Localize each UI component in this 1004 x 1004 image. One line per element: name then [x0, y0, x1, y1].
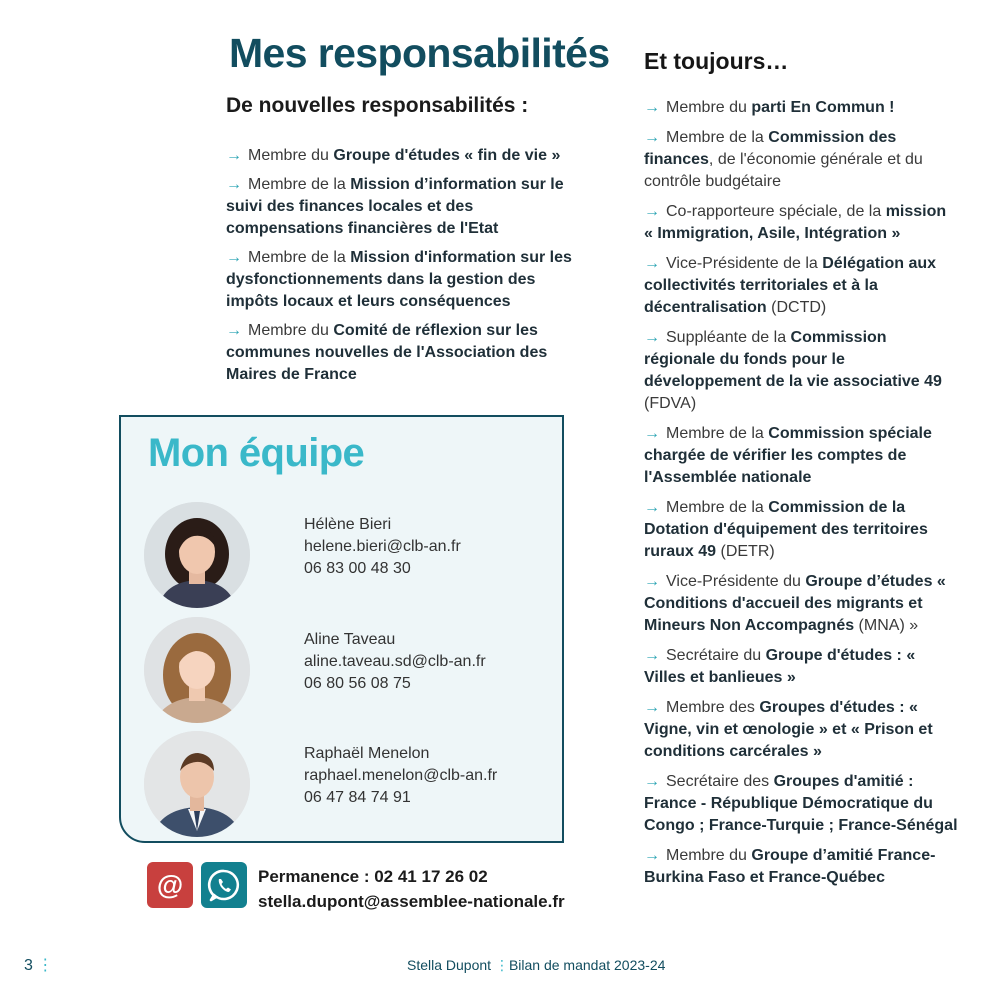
footer: Stella Dupont ⋮Bilan de mandat 2023-24: [407, 957, 666, 973]
arrow-icon: →: [644, 499, 660, 516]
contact-email[interactable]: stella.dupont@assemblee-nationale.fr: [258, 892, 565, 911]
avatar: [144, 617, 250, 723]
page-title: Mes responsabilités: [229, 30, 610, 76]
list-item: → Secrétaire des Groupes d'amitié : France - République Démocratique du Congo ; France-Turquie ; France-Sénégal: [644, 773, 958, 834]
list-item: → Membre des Groupes d'études : « Vigne, vin et œnologie » et « Prison et conditions carcérales »: [644, 699, 933, 760]
member-email[interactable]: raphael.menelon@clb-an.fr: [304, 767, 498, 784]
member-phone: 06 47 84 74 91: [304, 789, 411, 806]
team-member: [144, 731, 544, 839]
member-phone: 06 83 00 48 30: [304, 560, 411, 577]
right-column-title: Et toujours…: [644, 48, 789, 74]
arrow-icon: →: [226, 176, 242, 193]
list-item: → Membre de la Commission de la Dotation d'équipement des territoires ruraux 49 (DETR): [644, 499, 928, 560]
arrow-icon: →: [226, 322, 242, 339]
member-name: Aline Taveau: [304, 631, 396, 648]
list-item: → Membre de la Commission spéciale chargée de vérifier les comptes de l'Assemblée nationale: [644, 425, 932, 486]
arrow-icon: →: [644, 647, 660, 664]
list-item: → Co-rapporteure spéciale, de la mission « Immigration, Asile, Intégration »: [644, 203, 947, 242]
section-subtitle: De nouvelles responsabilités :: [226, 94, 529, 117]
arrow-icon: →: [644, 329, 660, 346]
team-title: Mon équipe: [148, 431, 365, 475]
member-email[interactable]: aline.taveau.sd@clb-an.fr: [304, 653, 486, 670]
list-item: → Membre du Groupe d'études « fin de vie »: [226, 147, 561, 164]
avatar: [144, 731, 250, 837]
list-item: → Membre de la Commission des finances, de l'économie générale et du contrôle budgétaire: [644, 129, 923, 190]
responsibilities-list: [226, 145, 576, 393]
whatsapp-icon[interactable]: [201, 862, 247, 908]
list-item: → Membre de la Mission d’information sur le suivi des finances locales et des compensations financières de l'Etat: [226, 176, 564, 237]
list-item: → Vice-Présidente du Groupe d’études « Conditions d'accueil des migrants et Mineurs Non Accompagnés (MNA) »: [644, 573, 946, 634]
team-member: [144, 617, 544, 725]
arrow-icon: →: [644, 99, 660, 116]
page-number: 3 ⋮: [24, 957, 54, 974]
list-item: → Secrétaire du Groupe d'études : « Villes et banlieues »: [644, 647, 916, 686]
member-email[interactable]: helene.bieri@clb-an.fr: [304, 538, 461, 555]
list-item: → Membre du parti En Commun !: [644, 99, 895, 116]
arrow-icon: →: [226, 249, 242, 266]
arrow-icon: →: [644, 255, 660, 272]
footer-doc: Bilan de mandat 2023-24: [508, 957, 666, 973]
arrow-icon: →: [644, 573, 660, 590]
at-icon[interactable]: @: [147, 862, 193, 908]
team-panel: [119, 415, 564, 843]
member-name: Hélène Bieri: [304, 516, 392, 533]
arrow-icon: →: [644, 773, 660, 790]
team-member: [144, 502, 544, 610]
list-item: → Membre du Groupe d’amitié France-Burkina Faso et France-Québec: [644, 847, 936, 886]
member-phone: 06 80 56 08 75: [304, 675, 411, 692]
other-roles-list: [644, 97, 959, 897]
permanence-phone: Permanence : 02 41 17 26 02: [258, 867, 488, 886]
arrow-icon: →: [644, 847, 660, 864]
list-item: → Membre de la Mission d'information sur les dysfonctionnements dans la gestion des impôts locaux et leurs conséquences: [226, 249, 572, 310]
arrow-icon: →: [644, 425, 660, 442]
avatar: [144, 502, 250, 608]
member-name: Raphaël Menelon: [304, 745, 430, 762]
list-item: → Membre du Comité de réflexion sur les communes nouvelles de l'Association des Maires de France: [226, 322, 548, 383]
arrow-icon: →: [644, 699, 660, 716]
list-item: → Vice-Présidente de la Délégation aux collectivités territoriales et à la décentralisation (DCTD): [644, 255, 937, 316]
list-item: → Suppléante de la Commission régionale du fonds pour le développement de la vie associative 49 (FDVA): [644, 329, 942, 412]
arrow-icon: →: [644, 129, 660, 146]
arrow-icon: →: [644, 203, 660, 220]
arrow-icon: →: [226, 147, 242, 164]
footer-author: Stella Dupont: [407, 957, 492, 973]
